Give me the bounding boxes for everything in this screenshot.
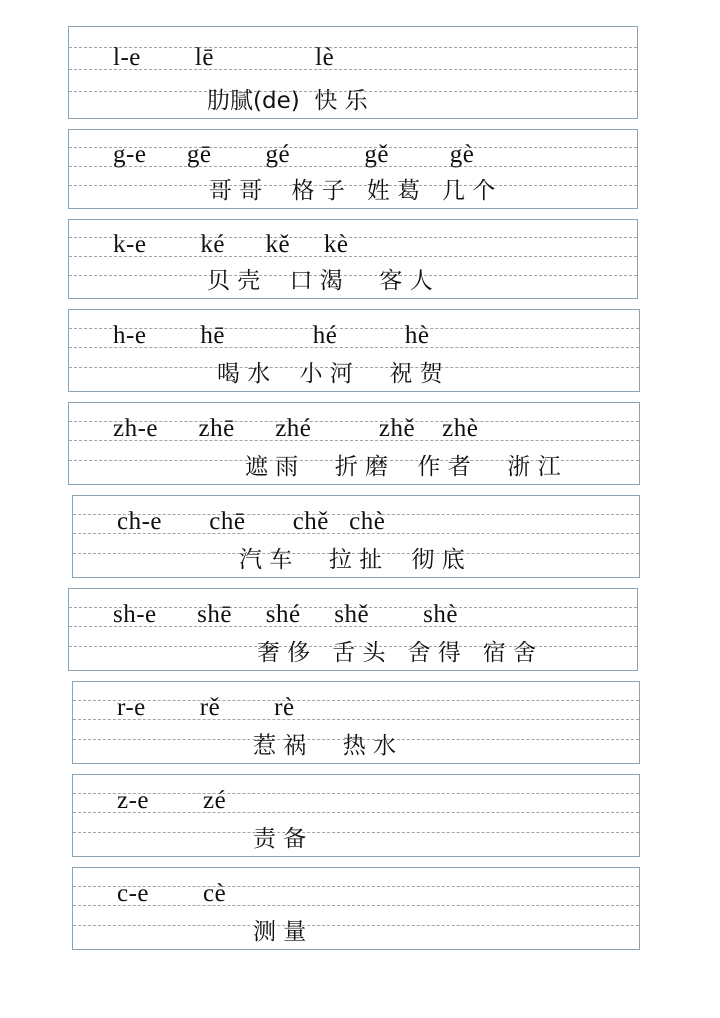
pinyin-text: h-e hē hé hè: [113, 322, 430, 350]
hanzi-band: [73, 724, 639, 763]
practice-row: [72, 495, 640, 578]
hanzi-text: 责 备: [253, 825, 307, 852]
hanzi-band: [69, 445, 639, 484]
hanzi-text: 测 量: [253, 918, 307, 945]
pinyin-text: z-e zé: [117, 787, 227, 815]
pinyin-band: [73, 775, 639, 817]
pinyin-band: [73, 682, 639, 724]
hanzi-band: [69, 631, 637, 670]
hanzi-text: 肋腻(de) 快 乐: [207, 87, 368, 114]
hanzi-text: 遮 雨 折 磨 作 者 浙 江: [245, 453, 561, 480]
pinyin-band: [69, 310, 639, 352]
hanzi-band: [69, 352, 639, 391]
pinyin-text: r-e rě rè: [117, 694, 295, 722]
practice-row: [68, 402, 640, 485]
practice-row: [68, 26, 638, 119]
hanzi-band: [73, 817, 639, 856]
pinyin-text: zh-e zhē zhé zhě zhè: [113, 415, 479, 443]
hanzi-band: [73, 910, 639, 949]
hanzi-text: 喝 水 小 河 祝 贺: [217, 360, 443, 387]
hanzi-text: 惹 祸 热 水: [253, 732, 397, 759]
practice-row: [72, 867, 640, 950]
hanzi-text: 哥 哥 格 子 姓 葛 几 个: [209, 177, 496, 204]
pinyin-band: [69, 220, 637, 261]
hanzi-text: 汽 车 拉 扯 彻 底: [239, 546, 465, 573]
hanzi-text: 奢 侈 舌 头 舍 得 宿 舍: [257, 639, 537, 666]
practice-row: [68, 219, 638, 299]
practice-row: [72, 774, 640, 857]
pinyin-text: l-e lē lè: [113, 44, 335, 72]
pinyin-band: [69, 403, 639, 445]
pinyin-text: g-e gē gé gě gè: [113, 140, 475, 168]
pinyin-band: [73, 496, 639, 538]
practice-row: [68, 588, 638, 671]
pinyin-text: k-e ké kě kè: [113, 230, 349, 258]
practice-row: [72, 681, 640, 764]
pinyin-band: [69, 130, 637, 171]
pinyin-band: [69, 27, 637, 74]
hanzi-band: [69, 171, 637, 208]
pinyin-band: [73, 868, 639, 910]
practice-row: [68, 129, 638, 209]
hanzi-text: 贝 壳 口 渴 客 人: [207, 267, 433, 294]
pinyin-text: sh-e shē shé shě shè: [113, 601, 458, 629]
pinyin-text: ch-e chē chě chè: [117, 508, 386, 536]
pinyin-band: [69, 589, 637, 631]
practice-row: [68, 309, 640, 392]
pinyin-text: c-e cè: [117, 880, 227, 908]
hanzi-band: [69, 74, 637, 118]
hanzi-band: [69, 261, 637, 298]
hanzi-band: [73, 538, 639, 577]
